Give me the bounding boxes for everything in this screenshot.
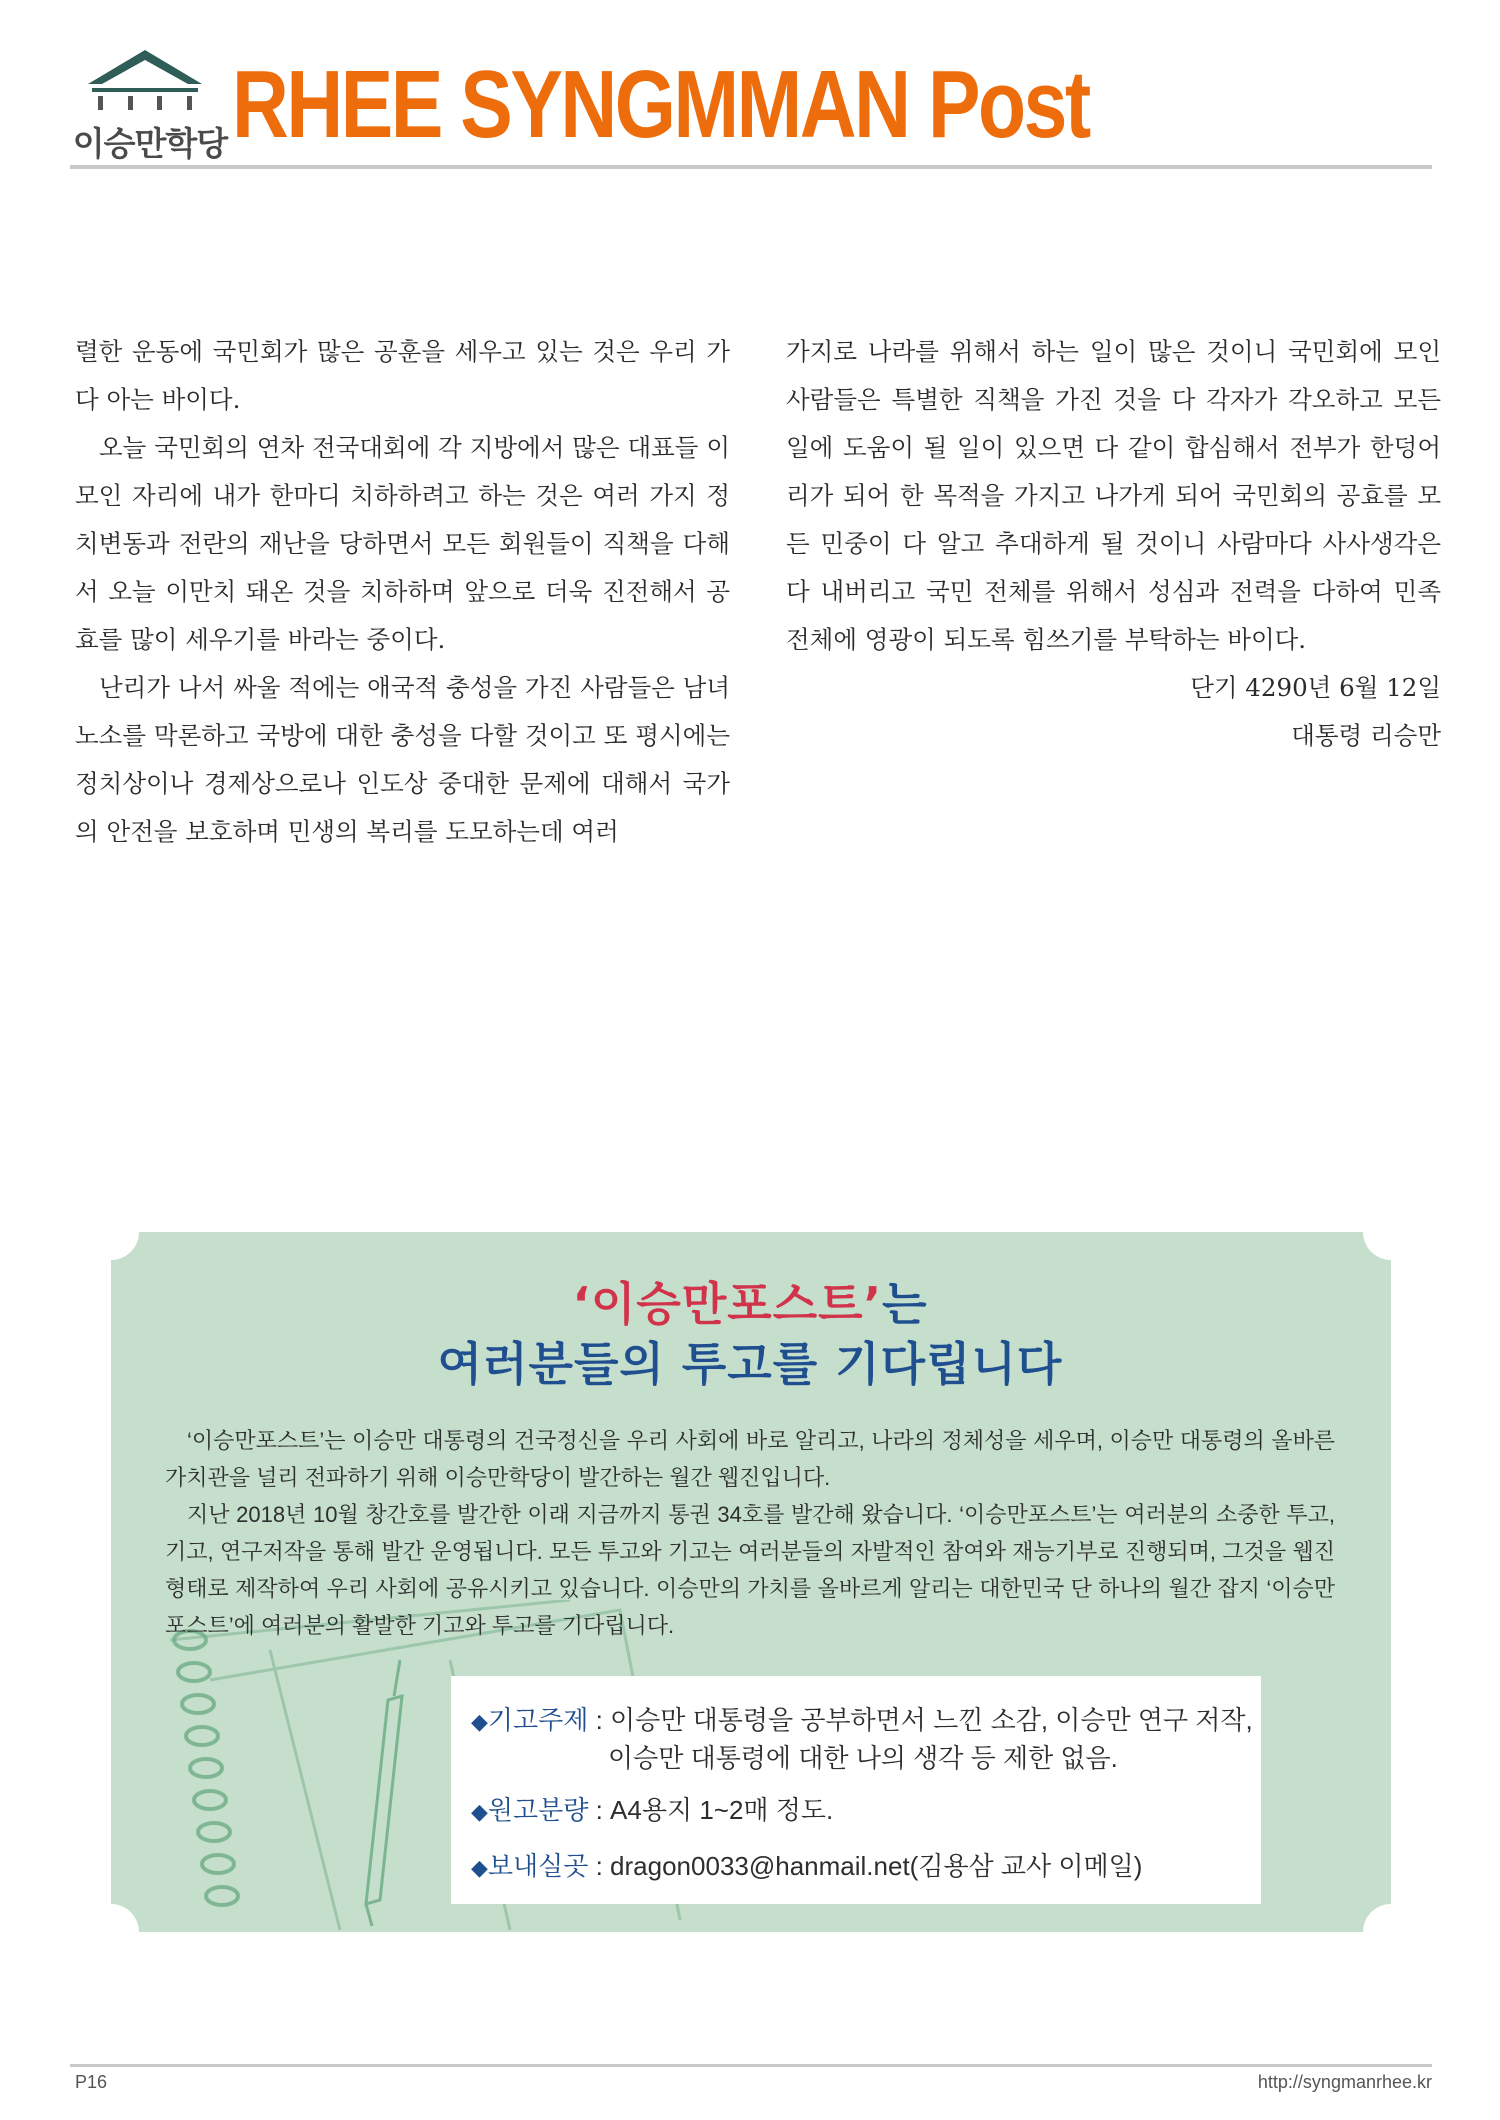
info-send-label: 보내실곳 <box>487 1851 589 1881</box>
info-length <box>471 1790 833 1827</box>
info-send-value: : dragon0033@hanmail.net(김용삼 교사 이메일) <box>588 1851 1143 1881</box>
article-signature: 대통령 리승만 <box>1291 721 1441 750</box>
info-length-label: 원고분량 <box>487 1795 589 1825</box>
house-logo-icon <box>84 48 206 118</box>
article-right-column <box>786 328 1441 760</box>
logo <box>70 48 228 163</box>
info-topic <box>471 1700 1253 1737</box>
diamond-bullet-icon: ◆ <box>471 1799 488 1824</box>
header-divider <box>70 165 1432 169</box>
info-topic-label: 기고주제 <box>487 1705 589 1735</box>
info-length-value: : A4용지 1~2매 정도. <box>588 1795 834 1825</box>
notice-paragraph: 지난 2018년 10월 창간호를 발간한 이래 지금까지 통권 34호를 발간해 왔습니다. ‘이승만포스트’는 여러분의 소중한 투고, 기고, 연구저작을 통해 발간 운영됩니다. 모든 투고와 기고는 여러분들의 자발적인 참여와 재능기부로 진행되며, 그것을 웹진 형태로 제작하여 우리 사회에 공유시키고 있습니다. 이승만의 가치를 올바르게 알리는 대한민국 단 하나의 월간 잡지 ‘이승만포스트’에 여러분의 활발한 기고와 투고를 기다립니다. <box>165 1502 1335 1638</box>
notice-paragraph: ‘이승만포스트’는 이승만 대통령의 건국정신을 우리 사회에 바로 알리고, 나라의 정체성을 세우며, 이승만 대통령의 올바른 가치관을 널리 전파하기 위해 이승만학당이 발간하는 월간 웹진입니다. <box>165 1428 1335 1490</box>
article-paragraph: 난리가 나서 싸울 적에는 애국적 충성을 가진 사람들은 남녀노소를 막론하고 국방에 대한 충성을 다할 것이고 또 평시에는 정치상이나 경제상으로나 인도상 중대한 문제에 대해서 국가의 안전을 보호하며 민생의 복리를 도모하는데 여러 <box>75 673 730 846</box>
notice-title-quoted: ‘이승만포스트’ <box>572 1277 883 1331</box>
website-url[interactable]: http://syngmanrhee.kr <box>1257 2072 1432 2092</box>
page-number: P16 <box>75 2072 108 2092</box>
diamond-bullet-icon: ◆ <box>471 1709 488 1734</box>
article-paragraph: 오늘 국민회의 연차 전국대회에 각 지방에서 많은 대표들 이 모인 자리에 내가 한마디 치하하려고 하는 것은 여러 가지 정치변동과 전란의 재난을 당하면서 모든 회원들이 직책을 다해서 오늘 이만치 돼온 것을 치하하며 앞으로 더욱 진전해서 공효를 많이 세우기를 바라는 중이다. <box>75 433 730 654</box>
article-paragraph: 렬한 운동에 국민회가 많은 공훈을 세우고 있는 것은 우리 가 다 아는 바이다. <box>75 337 730 414</box>
footer-divider <box>70 2064 1432 2067</box>
article-paragraph: 가지로 나라를 위해서 하는 일이 많은 것이니 국민회에 모인 사람들은 특별한 직책을 가진 것을 다 각자가 각오하고 모든 일에 도움이 될 일이 있으면 다 같이 합심해서 전부가 한덩어리가 되어 한 목적을 가지고 나가게 되어 국민회의 공효를 모든 민중이 다 알고 추대하게 될 것이니 사람마다 사사생각은 다 내버리고 국민 전체를 위해서 성심과 전력을 다하여 민족 전체에 영광이 되도록 힘쓰기를 부탁하는 바이다. <box>786 337 1441 654</box>
notice-title-tail: 는 <box>882 1277 928 1331</box>
masthead-title: RHEE SYNGMMAN Post <box>232 51 1089 158</box>
article-date: 단기 4290년 6월 12일 <box>1190 673 1441 702</box>
submission-info-panel <box>451 1676 1261 1904</box>
info-topic-value-cont: 이승만 대통령에 대한 나의 생각 등 제한 없음. <box>608 1743 1118 1773</box>
info-send <box>471 1846 1142 1883</box>
info-topic-value: : 이승만 대통령을 공부하면서 느낀 소감, 이승만 연구 저작, <box>588 1705 1253 1735</box>
notice-title-line2: 여러분들의 투고를 기다립니다 <box>437 1337 1063 1391</box>
article-left-column <box>75 328 730 856</box>
notice-body <box>165 1422 1335 1644</box>
page-header <box>70 48 1432 168</box>
diamond-bullet-icon: ◆ <box>471 1855 488 1880</box>
notice-title-line1 <box>0 1268 1500 1334</box>
logo-text: 이승만학당 <box>72 124 228 163</box>
